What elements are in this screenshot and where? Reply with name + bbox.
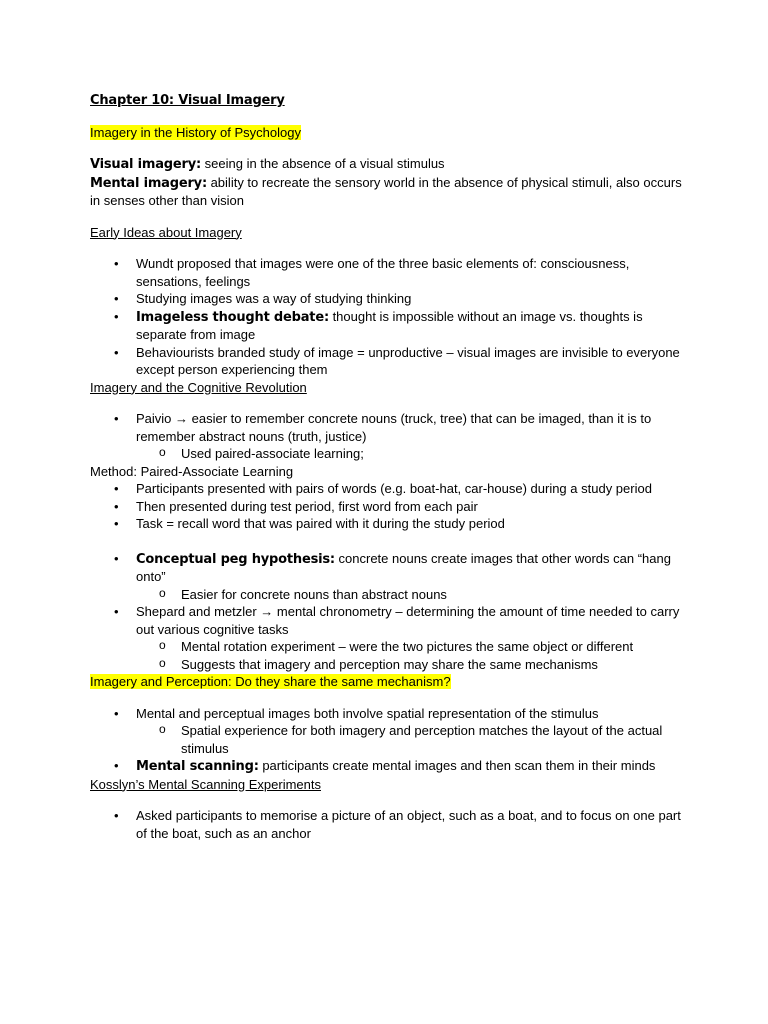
cognitive-revolution-list <box>90 410 690 463</box>
list-item-text: Participants presented with pairs of words (e.g. boat-hat, car-house) during a study period <box>136 481 652 496</box>
list-item-text: Asked participants to memorise a picture of an object, such as a boat, and to focus on one part of the boat, such as an anchor <box>136 808 681 841</box>
list-item-text: Shepard and metzler → mental chronometry – determining the amount of time needed to carry out various cognitive tasks <box>136 604 680 637</box>
list-item <box>90 255 690 290</box>
list-item <box>90 705 690 758</box>
section-heading-cognitive-text: Imagery and the Cognitive Revolution <box>90 379 307 395</box>
chapter-title: Chapter 10: Visual Imagery <box>90 93 285 108</box>
hypothesis-list <box>90 550 690 674</box>
sub-list-item <box>136 722 690 757</box>
list-item <box>90 550 690 604</box>
section-heading-history-text: Imagery in the History of Psychology <box>90 124 301 140</box>
term-conceptual-peg: Conceptual peg hypothesis: <box>136 551 335 567</box>
sub-list-item-text: Spatial experience for both imagery and perception matches the layout of the actual stimulus <box>181 723 663 756</box>
method-list <box>90 480 690 533</box>
term-mental-scanning: Mental scanning: <box>136 759 259 774</box>
sub-list <box>136 722 690 757</box>
sub-list-item-text: Used paired-associate learning; <box>181 446 364 461</box>
term-mental-imagery: Mental imagery: <box>90 175 207 191</box>
sub-list <box>136 586 690 604</box>
definition-mental-imagery-text: ability to recreate the sensory world in the absence of physical stimuli, also occurs in senses other than vision <box>90 174 682 208</box>
list-item <box>90 480 690 498</box>
sub-list-item-text: Easier for concrete nouns than abstract nouns <box>181 586 447 602</box>
list-item-text: participants create mental images and then scan them in their minds <box>258 758 656 773</box>
section-heading-perception <box>90 673 690 691</box>
list-item-text: concrete nouns create images that other words can “hang onto” <box>136 550 671 584</box>
sub-list-item-text: Mental rotation experiment – were the two pictures the same object or different <box>181 639 634 654</box>
list-item <box>90 807 690 842</box>
section-heading-early-text: Early Ideas about Imagery <box>90 224 242 240</box>
list-item-text: Behaviourists branded study of image = unproductive – visual images are invisible to everyone except person experiencing them <box>136 344 680 377</box>
list-item-text: thought is impossible without an image vs. thoughts is separate from image <box>136 308 643 342</box>
sub-list-item <box>136 445 690 463</box>
definition-mental-imagery <box>90 174 690 210</box>
list-item <box>90 290 690 308</box>
early-ideas-list <box>90 255 690 379</box>
sub-list <box>136 638 690 673</box>
list-item-text: Wundt proposed that images were one of the three basic elements of: consciousness, sensations, feelings <box>136 256 630 289</box>
document-page <box>90 92 690 842</box>
sub-list-item <box>136 638 690 656</box>
sub-list-item <box>136 656 690 674</box>
list-item-text: Task = recall word that was paired with it during the study period <box>136 516 505 531</box>
list-item <box>90 410 690 463</box>
list-item-text: Studying images was a way of studying thinking <box>136 291 412 306</box>
list-item <box>90 344 690 379</box>
sub-list-item <box>136 586 690 604</box>
list-item-text: Paivio → easier to remember concrete nouns (truck, tree) that can be imaged, than it is to remember abstract nouns (truth, justice) <box>136 411 652 444</box>
list-item <box>90 515 690 533</box>
perception-list <box>90 705 690 776</box>
section-heading-history <box>90 124 690 142</box>
sub-list <box>136 445 690 463</box>
list-item <box>90 757 690 776</box>
list-item <box>90 498 690 516</box>
section-heading-kosslyn-text: Kosslyn’s Mental Scanning Experiments <box>90 776 321 792</box>
term-visual-imagery: Visual imagery: <box>90 157 202 172</box>
list-item <box>90 308 690 344</box>
section-heading-kosslyn <box>90 776 690 794</box>
section-heading-cognitive <box>90 379 690 397</box>
list-item-text: Then presented during test period, first word from each pair <box>136 498 478 514</box>
definition-visual-imagery <box>90 155 690 174</box>
section-heading-perception-text: Imagery and Perception: Do they share the same mechanism? <box>90 674 451 689</box>
section-heading-early <box>90 224 690 242</box>
spacer <box>90 533 690 550</box>
section-heading-method: Method: Paired-Associate Learning <box>90 463 294 479</box>
kosslyn-list <box>90 807 690 842</box>
sub-list-item-text: Suggests that imagery and perception may share the same mechanisms <box>181 656 598 672</box>
list-item-text: Mental and perceptual images both involve spatial representation of the stimulus <box>136 705 599 721</box>
definition-visual-imagery-text: seeing in the absence of a visual stimulus <box>201 156 445 171</box>
list-item <box>90 603 690 673</box>
term-imageless-thought: Imageless thought debate: <box>136 309 329 325</box>
